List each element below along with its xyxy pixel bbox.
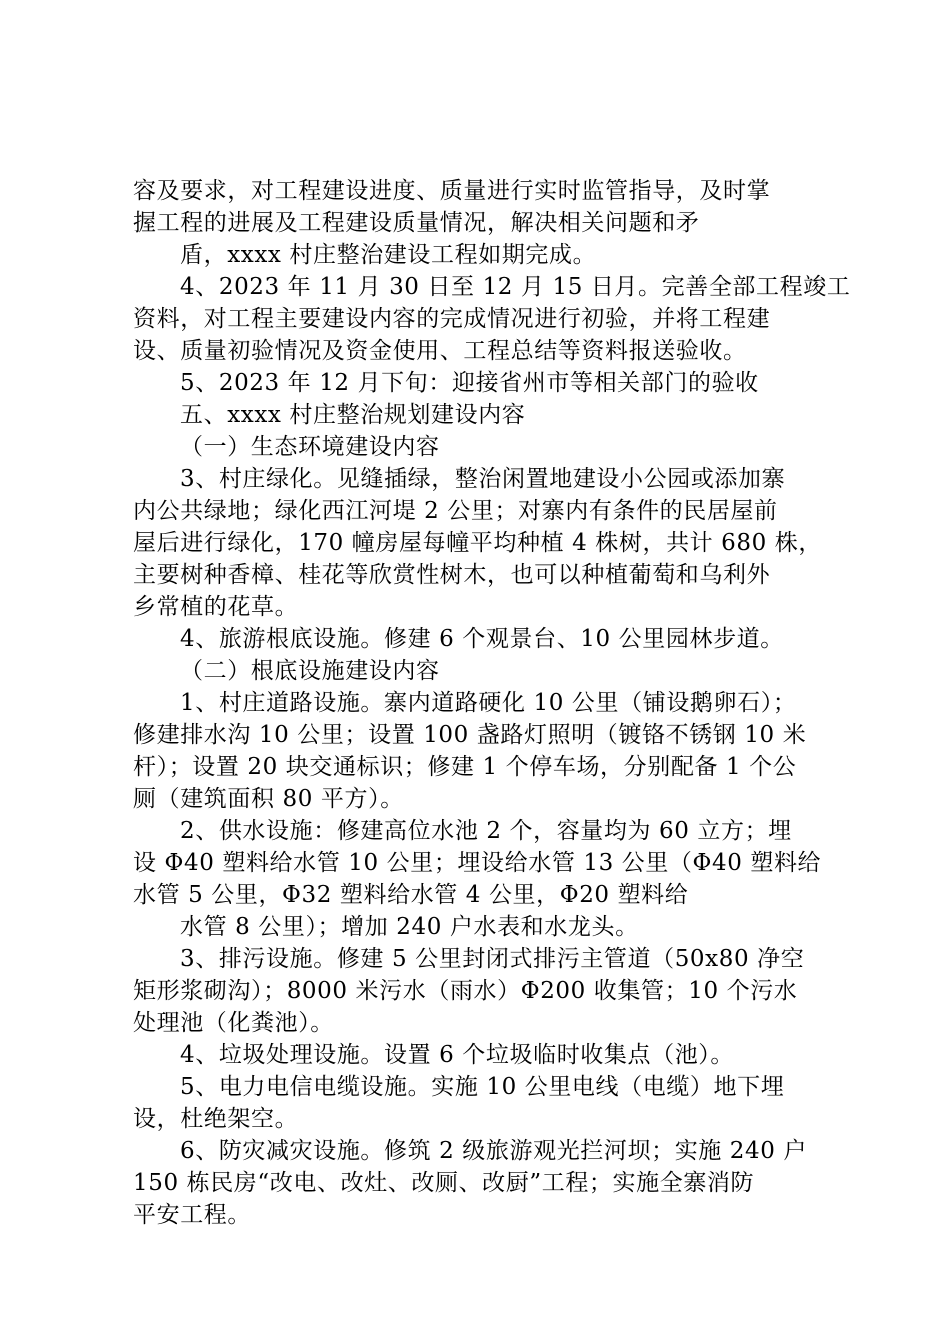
text-line: 水管 5 公里，Φ32 塑料给水管 4 公里，Φ20 塑料给 — [133, 882, 689, 908]
text-line: 盾，xxxx 村庄整治建设工程如期完成。 — [180, 242, 597, 268]
text-line: 矩形浆砌沟）；8000 米污水（雨水）Φ200 收集管；10 个污水 — [133, 978, 798, 1004]
text-line: 2、供水设施：修建高位水池 2 个，容量均为 60 立方；埋 — [180, 818, 792, 844]
text-line: 杆）；设置 20 块交通标识；修建 1 个停车场，分别配备 1 个公 — [133, 754, 797, 780]
text-line: 水管 8 公里）；增加 240 户水表和水龙头。 — [180, 914, 639, 940]
text-line: 3、排污设施。修建 5 公里封闭式排污主管道（50x80 净空 — [180, 946, 805, 972]
text-line: 设 Φ40 塑料给水管 10 公里；埋设给水管 13 公里（Φ40 塑料给 — [133, 850, 822, 876]
text-line: 1、村庄道路设施。寨内道路硬化 10 公里（铺设鹅卵石）； — [180, 690, 797, 716]
text-line: 3、村庄绿化。见缝插绿，整治闲置地建设小公园或添加寨 — [180, 466, 786, 492]
text-line: 厕（建筑面积 80 平方）。 — [133, 786, 404, 812]
text-line: 设、质量初验情况及资金使用、工程总结等资料报送验收。 — [133, 338, 747, 364]
text-line: 修建排水沟 10 公里；设置 100 盏路灯照明（镀铬不锈钢 10 米 — [133, 722, 807, 748]
text-line: 资料，对工程主要建设内容的完成情况进行初验，并将工程建 — [133, 306, 771, 332]
text-line: 握工程的进展及工程建设质量情况，解决相关问题和矛 — [133, 210, 700, 236]
text-line: 内公共绿地；绿化西江河堤 2 公里；对寨内有条件的民居屋前 — [133, 498, 778, 524]
text-line: 容及要求，对工程建设进度、质量进行实时监管指导，及时掌 — [133, 178, 771, 204]
text-line: 5、2023 年 12 月下旬：迎接省州市等相关部门的验收 — [180, 370, 759, 396]
text-line: 乡常植的花草。 — [133, 594, 299, 620]
text-line: 设，杜绝架空。 — [133, 1106, 299, 1132]
text-line: 处理池（化粪池）。 — [133, 1010, 334, 1036]
text-line: 150 栋民房“改电、改灶、改厕、改厨”工程；实施全寨消防 — [133, 1170, 755, 1196]
section-heading: 五、xxxx 村庄整治规划建设内容 — [180, 402, 526, 428]
text-line: 屋后进行绿化，170 幢房屋每幢平均种植 4 株树，共计 680 株， — [133, 530, 822, 556]
text-line: 4、2023 年 11 月 30 日至 12 月 15 日月。完善全部工程竣工 — [180, 274, 851, 300]
text-line: 主要树种香樟、桂花等欣赏性树木，也可以种植葡萄和乌利外 — [133, 562, 771, 588]
text-line: 5、电力电信电缆设施。实施 10 公里电线（电缆）地下埋 — [180, 1074, 785, 1100]
text-line: 平安工程。 — [133, 1202, 251, 1228]
text-line: 4、旅游根底设施。修建 6 个观景台、10 公里园林步道。 — [180, 626, 784, 652]
subsection-heading: （一）生态环境建设内容 — [180, 434, 440, 460]
subsection-heading: （二）根底设施建设内容 — [180, 658, 440, 684]
text-line: 4、垃圾处理设施。设置 6 个垃圾临时收集点（池）。 — [180, 1042, 734, 1068]
text-line: 6、防灾减灾设施。修筑 2 级旅游观光拦河坝；实施 240 户 — [180, 1138, 808, 1164]
